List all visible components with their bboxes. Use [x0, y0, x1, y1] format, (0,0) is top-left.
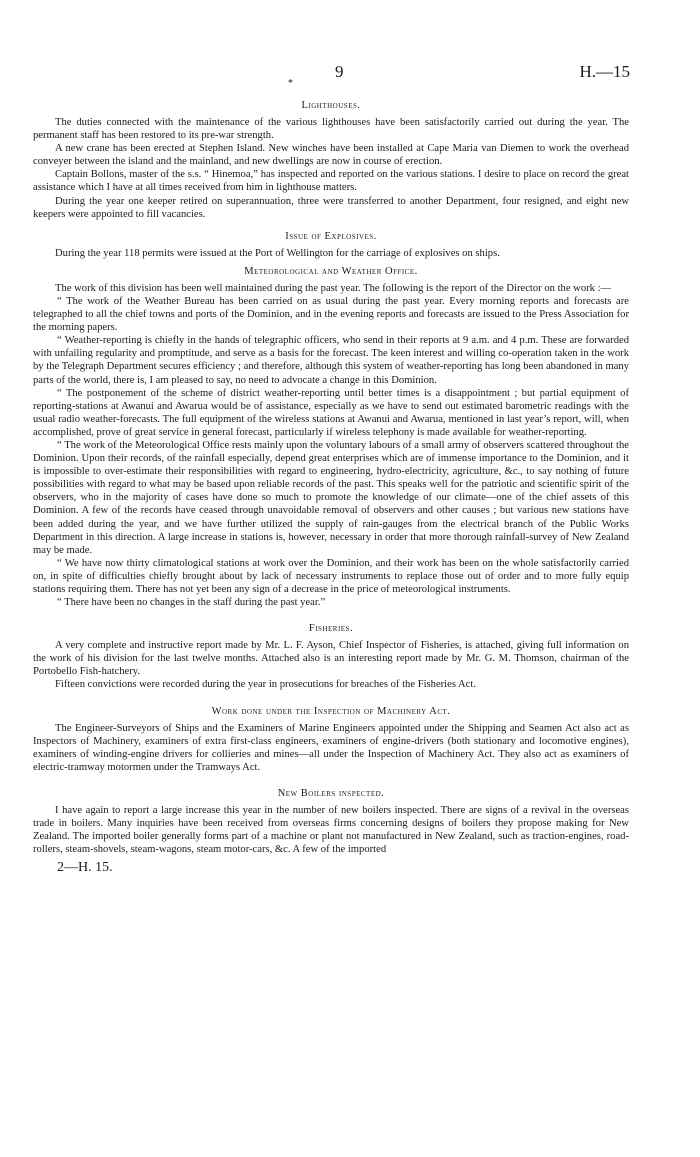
paragraph: I have again to report a large increase this year in the number of new boilers inspected. There are signs of a revival in the overseas trade in boilers. Many inquiries have been received from overseas firms concerning designs of boilers they propose making for New Zealand. The imported boiler generally forms part of a machine or plant not manufactured in New Zealand, such as traction-engines, road-rollers, steam-shovels, steam-wagons, steam motor-cars, &c. A few of the imported	[33, 804, 629, 856]
section-title-boilers: New Boilers inspected.	[277, 787, 385, 799]
print-mark: *	[288, 78, 293, 89]
section-title-lighthouses: Lighthouses.	[301, 100, 361, 111]
page-header	[33, 62, 629, 94]
page-signature: 2—H. 15.	[57, 860, 113, 876]
paragraph: A very complete and instructive report made by Mr. L. F. Ayson, Chief Inspector of Fisheries, is attached, giving full information on the work of his division for the last twelve months. Attached also is an interesting report made by Mr. G. M. Thomson, chairman of the Portobello Fish-hatchery.	[33, 640, 629, 678]
paragraph: Captain Bollons, master of the s.s. “ Hinemoa,” has inspected and reported on the various stations. I desire to place on record the great assistance which I have at all times received from him in lighthouse matters.	[33, 169, 629, 194]
quoted-paragraph: “ Weather-reporting is chiefly in the hands of telegraphic officers, who send in their reports at 9 a.m. and 4 p.m. These are forwarded with unfailing regularity and promptitude, and serve as a basis for the forecast. The keen interest and willing co-operation taken in the work by the Telegraph Department secures efficiency ; and therefore, although this system of weather-reporting has long been abandoned in many parts of the world, there is, I am pleased to say, no need to advocate a change in this Dominion.	[33, 335, 629, 386]
quoted-paragraph: “ The work of the Meteorological Office rests mainly upon the voluntary labours of a small army of observers scattered throughout the Dominion. Upon their records, of the rainfall especially, depend great enterprises which are of immense importance to the Dominion, and it is impossible to over-estimate their responsibilities with regard to engineering, hydro-electricity, agriculture, &c., to say nothing of future possibilities with regard to what may be based upon reliable records of the past. This speaks well for the patriotic and scientific spirit of the observers, who in the majority of cases have done so much to promote the knowledge of our climate—one of the chief assets of this Dominion. A few of the records have ceased through unavoidable removal of observers and other causes ; but various new stations have been added during the year, and we have further utilized the supply of rain-gauges from the electrical branch of the Public Works Department in this direction. A large increase in stations is, however, necessary in order that more thorough rainfall-survey of New Zealand may be made.	[33, 439, 629, 556]
paragraph: A new crane has been erected at Stephen Island. New winches have been installed at Cape Maria van Diemen to work the overhead conveyer between the island and the mainland, and new dwellings are now in course of erection.	[33, 143, 629, 168]
section-title-fisheries: Fisheries.	[308, 623, 354, 635]
section-title-meteorological: Meteorological and Weather Office.	[244, 265, 418, 277]
quoted-paragraph: “ The postponement of the scheme of district weather-reporting until better times is a disappointment ; but partial equipment of reporting-stations at Awanui and Awarua would be of assistance, especially as we have to send out estimated barometric readings with the usual radio weather-forecasts. The full equipment of the wireless stations at Awanui and Awarua, mentioned in last year’s report, will, when accomplished, prove of great service in general forecast, particularly if wireless telephony is made available for weather-reporting.	[33, 387, 629, 438]
section-title-explosives: Issue of Explosives.	[285, 230, 377, 242]
section-title-machinery: Work done under the Inspection of Machinery Act.	[211, 705, 451, 717]
paragraph: During the year one keeper retired on superannuation, three were transferred to another Department, four resigned, and eight new keepers were appointed to fill vacancies.	[33, 195, 629, 220]
document-reference: H.—15	[579, 62, 630, 81]
document-page	[33, 62, 629, 876]
page-number: 9	[335, 62, 344, 81]
paragraph: The work of this division has been well maintained during the past year. The following is the report of the Director on the work :—	[55, 282, 612, 294]
quoted-paragraph: “ The work of the Weather Bureau has been carried on as usual during the past year. Every morning reports and forecasts are telegraphed to all the chief towns and ports of the Dominion, and in the evening reports and forecasts are issued to the Press Association for the morning papers.	[33, 295, 629, 334]
paragraph: Fifteen convictions were recorded during the year in prosecutions for breaches of the Fisheries Act.	[55, 679, 476, 691]
quoted-paragraph: “ There have been no changes in the staff during the past year.”	[57, 597, 326, 609]
paragraph: During the year 118 permits were issued at the Port of Wellington for the carriage of explosives on ships.	[55, 247, 500, 259]
quoted-paragraph: “ We have now thirty climatological stations at work over the Dominion, and their work has been on the whole satisfactorily carried on, in spite of difficulties chiefly brought about by lack of necessary instruments to replace those out of order and to more fully equip stations requiring them. There has not yet been any sign of a decrease in the price of meteorological instruments.	[33, 557, 629, 595]
paragraph: The Engineer-Surveyors of Ships and the Examiners of Marine Engineers appointed under the Shipping and Seamen Act also act as Inspectors of Machinery, examiners of extra first-class engineers, examiners of engine-drivers (both stationary and locomotive engines), examiners of winding-engine drivers for collieries and mines—all under the Inspection of Machinery Act. They also act as examiners of electric-tramway motormen under the Tramways Act.	[33, 722, 629, 773]
paragraph: The duties connected with the maintenance of the various lighthouses have been satisfactorily carried out during the year. The permanent staff has been restored to its pre-war strength.	[33, 117, 629, 142]
